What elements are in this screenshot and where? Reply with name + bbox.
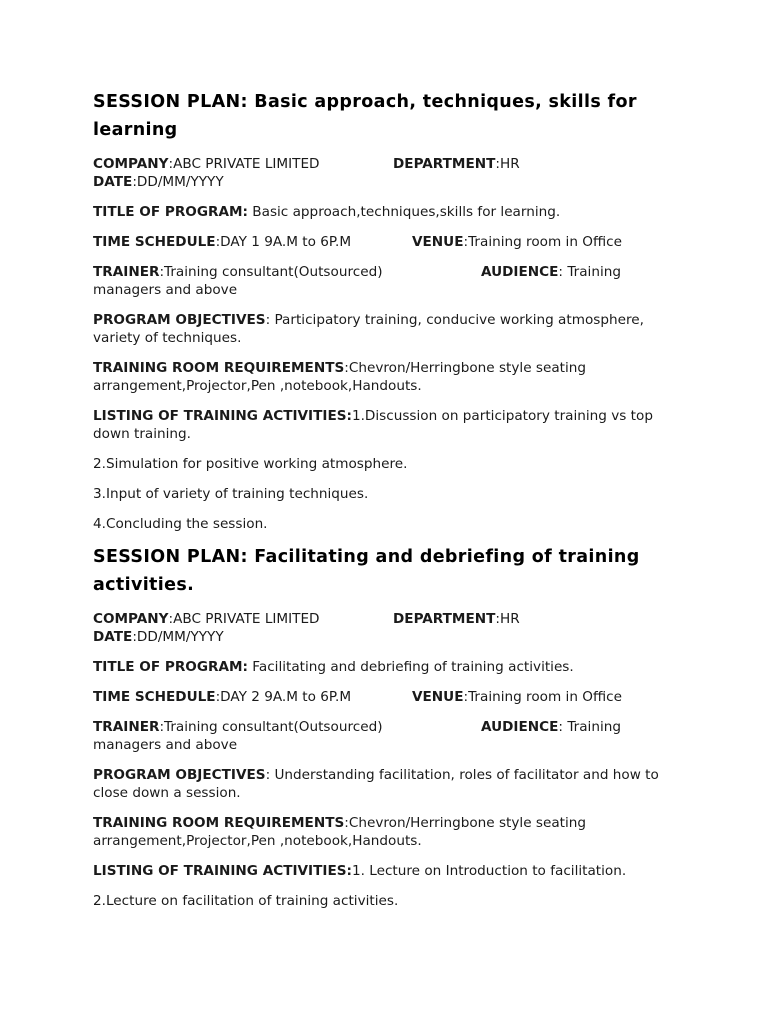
room-requirements-row [93, 359, 683, 395]
objectives-row [93, 311, 683, 347]
program-title-value: Basic approach,techniques,skills for learning. [247, 204, 561, 220]
room-requirements-value: :Chevron/Herringbone style seating arrangement,Projector,Pen ,notebook,Handouts. [93, 815, 587, 849]
trainer-label: TRAINER [93, 719, 160, 735]
date-value: :DD/MM/YYYY [132, 174, 224, 190]
audience-value-continued: managers and above [93, 282, 238, 298]
room-requirements-label: TRAINING ROOM REQUIREMENTS [93, 360, 345, 376]
time-venue-row [93, 688, 683, 706]
session-plan-2 [93, 543, 683, 922]
session-title: SESSION PLAN: Facilitating and debriefing of training activities. [93, 547, 640, 595]
program-title-row [93, 658, 683, 676]
activities-row [93, 862, 683, 880]
date-label: DATE [93, 174, 133, 190]
company-value: :ABC PRIVATE LIMITED [168, 156, 320, 172]
time-schedule-value: :DAY 1 9A.M to 6P.M [215, 234, 352, 250]
department-label: DEPARTMENT [393, 156, 496, 172]
date-value: :DD/MM/YYYY [132, 629, 224, 645]
objectives-label: PROGRAM OBJECTIVES [93, 312, 266, 328]
activities-label: LISTING OF TRAINING ACTIVITIES: [93, 408, 352, 424]
trainer-audience-row [93, 718, 683, 754]
company-label: COMPANY [93, 611, 169, 627]
audience-value-continued: managers and above [93, 737, 238, 753]
activity-item: 1. Lecture on Introduction to facilitation. [351, 863, 627, 879]
activities-row [93, 407, 683, 443]
time-venue-row [93, 233, 683, 251]
activity-item: 3.Input of variety of training techniques. [93, 486, 369, 502]
objectives-label: PROGRAM OBJECTIVES [93, 767, 266, 783]
date-label: DATE [93, 629, 133, 645]
activity-item: 1.Discussion on participatory training vs top down training. [93, 408, 653, 442]
trainer-value: :Training consultant(Outsourced) [159, 719, 383, 735]
room-requirements-value: :Chevron/Herringbone style seating arrangement,Projector,Pen ,notebook,Handouts. [93, 360, 587, 394]
audience-value: : Training [558, 264, 621, 280]
activity-item: 2.Simulation for positive working atmosphere. [93, 456, 408, 472]
date-row [93, 628, 683, 646]
department-value: :HR [495, 611, 520, 627]
department-label: DEPARTMENT [393, 611, 496, 627]
trainer-label: TRAINER [93, 264, 160, 280]
trainer-value: :Training consultant(Outsourced) [159, 264, 383, 280]
room-requirements-row [93, 814, 683, 850]
company-department-row [93, 155, 683, 173]
audience-label: AUDIENCE [481, 264, 559, 280]
audience-label: AUDIENCE [481, 719, 559, 735]
objectives-value: : Understanding facilitation, roles of facilitator and how to close down a session. [93, 767, 659, 801]
company-department-row [93, 610, 683, 628]
time-schedule-label: TIME SCHEDULE [93, 234, 216, 250]
program-title-label: TITLE OF PROGRAM: [93, 204, 248, 220]
session-title: SESSION PLAN: Basic approach, techniques, skills for learning [93, 92, 637, 140]
program-title-value: Facilitating and debriefing of training activities. [247, 659, 574, 675]
trainer-audience-row [93, 263, 683, 299]
venue-label: VENUE [412, 234, 464, 250]
activity-item: 4.Concluding the session. [93, 516, 268, 532]
audience-value: : Training [558, 719, 621, 735]
time-schedule-value: :DAY 2 9A.M to 6P.M [215, 689, 352, 705]
company-value: :ABC PRIVATE LIMITED [168, 611, 320, 627]
activities-label: LISTING OF TRAINING ACTIVITIES: [93, 863, 352, 879]
company-label: COMPANY [93, 156, 169, 172]
time-schedule-label: TIME SCHEDULE [93, 689, 216, 705]
session-plan-1 [93, 88, 683, 545]
room-requirements-label: TRAINING ROOM REQUIREMENTS [93, 815, 345, 831]
venue-value: :Training room in Office [463, 689, 622, 705]
objectives-value: : Participatory training, conducive working atmosphere, variety of techniques. [93, 312, 644, 346]
department-value: :HR [495, 156, 520, 172]
activity-item: 2.Lecture on facilitation of training activities. [93, 893, 399, 909]
date-row [93, 173, 683, 191]
venue-value: :Training room in Office [463, 234, 622, 250]
objectives-row [93, 766, 683, 802]
venue-label: VENUE [412, 689, 464, 705]
program-title-row [93, 203, 683, 221]
program-title-label: TITLE OF PROGRAM: [93, 659, 248, 675]
